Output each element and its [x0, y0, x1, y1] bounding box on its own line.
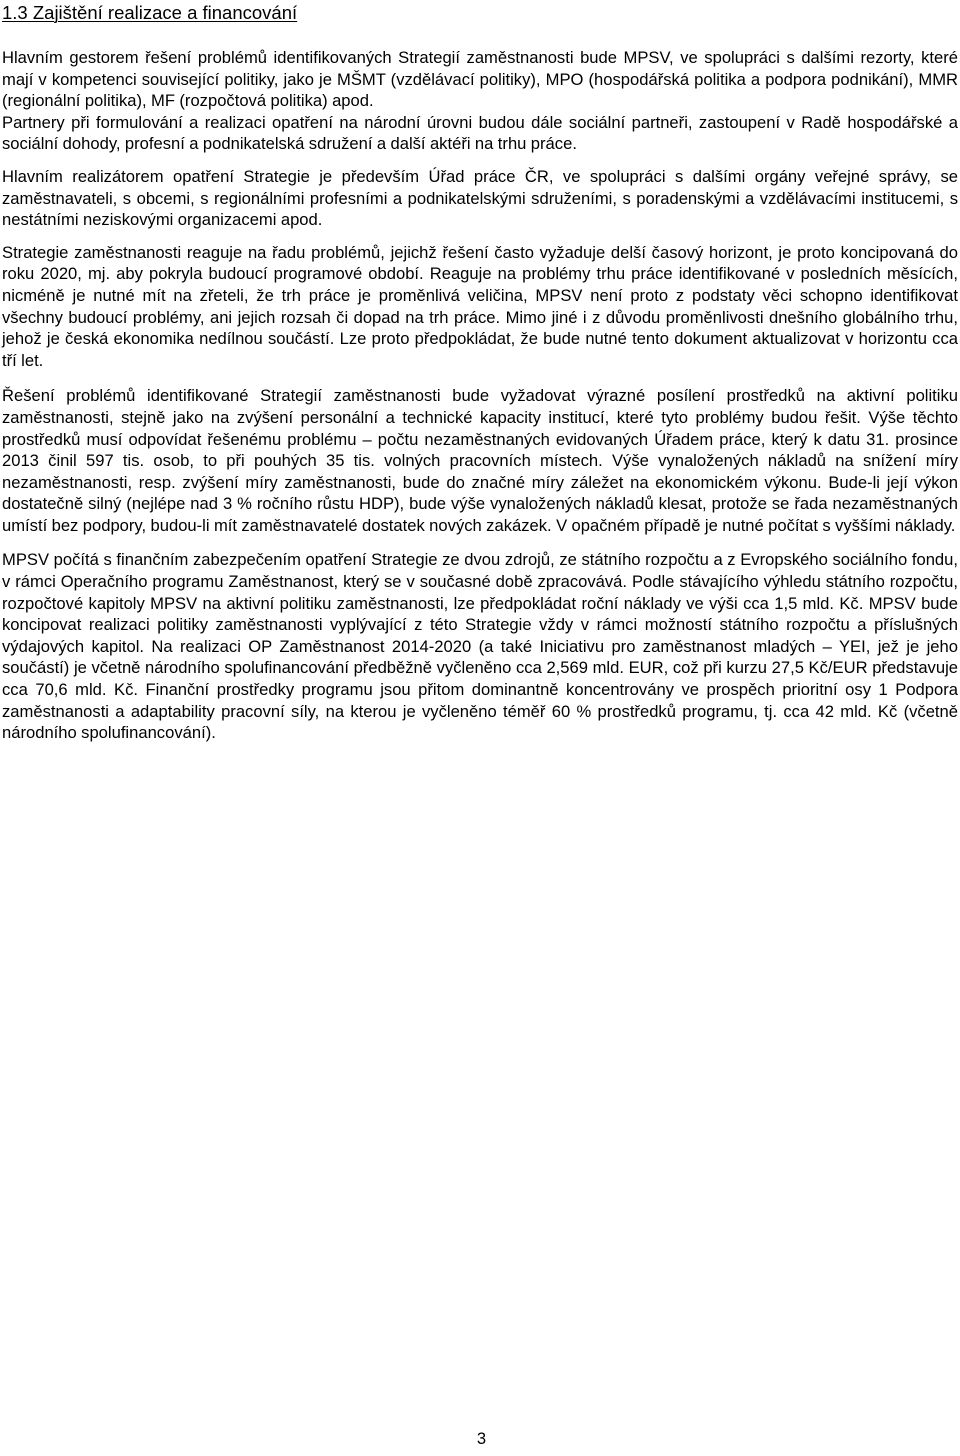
body-text	[2, 47, 958, 756]
paragraph-partners: Partnery při formulování a realizaci opatření na národní úrovni budou dále sociální partneři, zastoupení v Radě hospodářské a sociální dohody, profesní a podnikatelská sdružení a další aktéři na trhu práce.	[2, 112, 958, 154]
page-number: 3	[476, 1429, 487, 1448]
paragraph-realizator: Hlavním realizátorem opatření Strategie je především Úřad práce ČR, ve spolupráci s dalšími orgány veřejné správy, se zaměstnavateli, s obcemi, s regionálními profesními a podnikatelskými sdruženími, s poradenskými a vzdělávacími institucemi, s nestátními neziskovými organizacemi apod.	[2, 166, 958, 230]
paragraph-financing-sources: MPSV počítá s finančním zabezpečením opatření Strategie ze dvou zdrojů, ze státního rozpočtu a z Evropského sociálního fondu, v rámci Operačního programu Zaměstnanost, který se v současné době zpracovává. Podle stávajícího výhledu státního rozpočtu, rozpočtové kapitoly MPSV na aktivní politiku zaměstnanosti, lze předpokládat roční náklady ve výši cca 1,5 mld. Kč. MPSV bude koncipovat realizaci politiky zaměstnanosti vyplývající z této Strategie vždy v rámci možností státního rozpočtu a příslušných výdajových kapitol. Na realizaci OP Zaměstnanost 2014-2020 (a také Iniciativu pro zaměstnanost mladých – YEI, jež je jeho součástí) je včetně národního spolufinancování předběžně vyčleněno cca 2,569 mld. EUR, což při kurzu 27,5 Kč/EUR představuje cca 70,6 mld. Kč. Finanční prostředky programu jsou přitom dominantně koncentrovány ve prospěch prioritní osy 1 Podpora zaměstnanosti a adaptability pracovní síly, na kterou je vyčleněno téměř 60 % prostředků programu, tj. cca 42 mld. Kč (včetně národního spolufinancování).	[2, 550, 958, 743]
paragraph-gestor: Hlavním gestorem řešení problémů identifikovaných Strategií zaměstnanosti bude MPSV, ve spolupráci s dalšími rezorty, které mají v kompetenci související politiky, jako je MŠMT (vzdělávací politiky), MPO (hospodářská politika a podpora podnikání), MMR (regionální politika), MF (rozpočtová politika) apod.	[2, 48, 958, 111]
section-heading: 1.3 Zajištění realizace a financování	[2, 2, 298, 23]
paragraph-strategy-horizon: Strategie zaměstnanosti reaguje na řadu problémů, jejichž řešení často vyžaduje delší časový horizont, je proto koncipovaná do roku 2020, mj. aby pokryla budoucí programové období. Reaguje na problémy trhu práce identifikované v posledních měsících, nicméně je nutné mít na zřeteli, že trh práce je proměnlivá veličina, MPSV není proto z podstaty věci schopno identifikovat všechny budoucí problémy, ani jejich rozsah či dopad na trh práce. Mimo jiné i z důvodu proměnlivosti dnešního globálního trhu, jehož je česká ekonomika nedílnou součástí. Lze proto předpokládat, že bude nutné tento dokument aktualizovat v horizontu cca tří let.	[2, 242, 958, 370]
paragraph-funding-needs: Řešení problémů identifikované Strategií zaměstnanosti bude vyžadovat výrazné posílení prostředků na aktivní politiku zaměstnanosti, stejně jako na zvýšení personální a technické kapacity institucí, které tyto problémy budou řešit. Výše těchto prostředků musí odpovídat řešenému problému – počtu nezaměstnaných evidovaných Úřadem práce, který k datu 31. prosince 2013 činil 597 tis. osob, to při pouhých 35 tis. volných pracovních místech. Výše vynaložených nákladů na snížení míry nezaměstnanosti, resp. zvýšení míry zaměstnanosti, bude do značné míry záležet na ekonomickém výkonu. Bude-li její výkon dostatečně silný (nejlépe nad 3 % ročního růstu HDP), bude výše vynaložených nákladů klesat, protože se řada nezaměstnaných umístí bez podpory, budou-li mít zaměstnavatelé dostatek nových zakázek. V opačném případě je nutné počítat s vyššími náklady.	[2, 386, 958, 535]
